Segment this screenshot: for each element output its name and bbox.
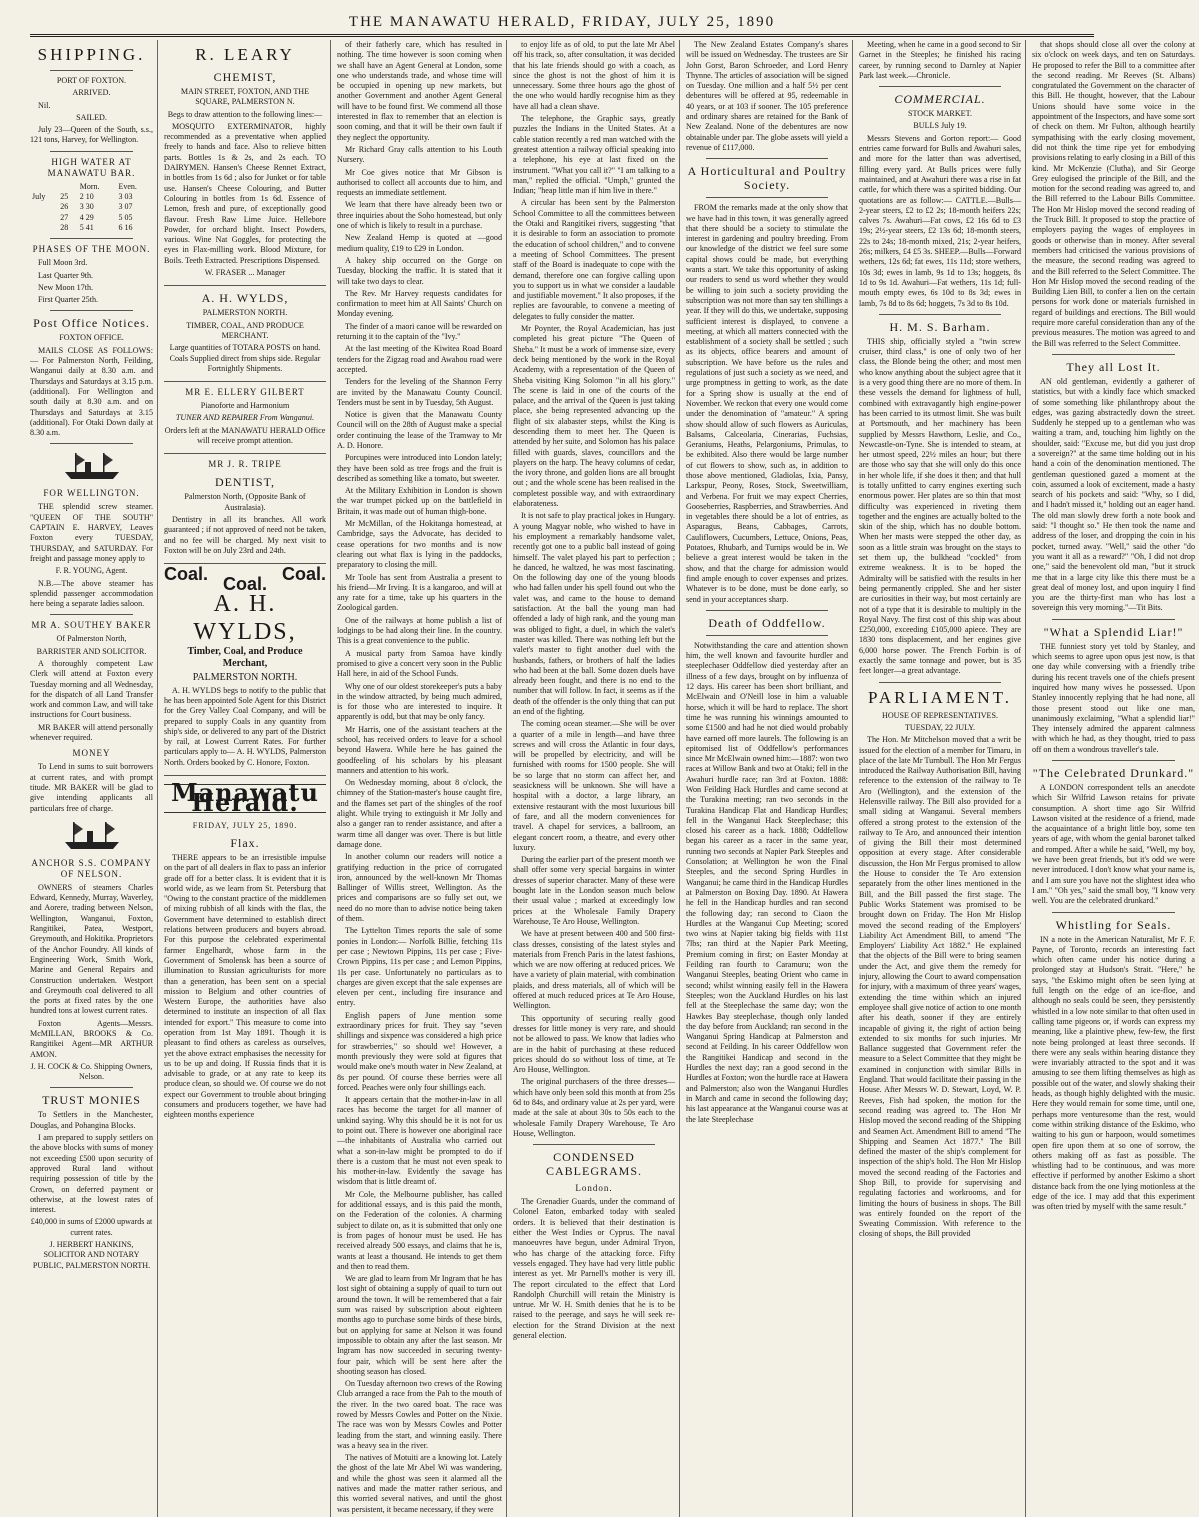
wylds-sub: TIMBER, COAL, AND PRODUCE MERCHANT. [186,320,304,340]
herald-date: FRIDAY, JULY 25, 1890. [192,820,298,830]
divider [879,682,1001,683]
cable-text: The Grenadier Guards, under the command of Colonel Eaton, embarked today with sealed orders. It is believed that their destination is either the West Indies or Cyprus. The naval manoeuvres have begun, under Admiral Tryon, who has charge of the attacking force. Fifty vessels engaged. They have had very little public interest as yet. Mr Parnell's mother is very ill. The report circulated to the effect that Lord Randolph Churchill will retain the Ministry is untrue. Mr W. H. Smith denies that he is to be raised to the peerage, and says he will seek re-election for the Strand Division at the next general election. [513,1197,675,1341]
news-item: The Rev. Mr Harvey requests candidates for confirmation to meet him at All Saints' Church on Monday evening. [337,288,502,319]
hankins: J. HERBERT HANKINS, SOLICITOR AND NOTARY PUBLIC, PALMERSTON NORTH. [32,1240,151,1270]
tripe-text: Dentistry in all its branches. All work guaranteed ; if not approved of need not be taken, and no fee will be charged. My next visit to Foxton will be on July 23rd and 24th. [164,514,326,555]
tripe-ad [164,459,326,564]
moon-line: Full Moon 3rd. [38,258,88,268]
trust-sub: To Settlers in the Manchester, Douglas, and Pohangina Blocks. [30,1110,153,1130]
news-item: During the earlier part of the present month we shall offer some very special bargains in winter dresses of superior character. Many of these were bought late in the London season much below their usual value ; marked at exceedingly low prices at the Wholesale Family Drapery Warehouse, Te Aro House, Wellington. [513,855,675,926]
column-5 [686,40,853,1517]
divider [50,70,133,71]
tide-cell: 27 [60,212,69,222]
news-item: The Lyttelton Times reports the sale of some ponies in London:— Norfolk Billie, fetching 11s per case ; Newtown Pippins, 11s per case ; Five-Crown Pippins, 11s per case ; and Lemon Pippins, 1ls per case. Unfortunately no particulars as to charges are given except that the sale expenses are eleven per cent., including fire insurance and entry. [337,926,502,1008]
flax-text: THERE appears to be an irresistible impulse on the part of all dealers in flax to pass an inferior grade off for a better class. It is evident that it is world wide, as we learn from St. Petersburg that "Owing to the constant practice of the middlemen of mixing rubbish of all kinds with the flax, the Government have determined to establish direct relations between producers and buyers abroad. For this purpose the celebrated experimental farmer Engelhardt, whose farm in the Government of Smolensk has been a source of illumination to Russian agriculturists for more than a generation, has been sent on a special mission to Belgium and other countries of Western Europe, the authorities have also determined to institute an inspection of all flax intended for export." This measure to come into operation from 1st May 1891. Though it is pleasant to find others as careless as ourselves, yet the above extract emphasises the necessity for us to be up and doing. If Russia finds that it is advisable to grade, or at any rate to keep its produce clean, so should we. Of course we do not expect our Government to trouble about bringing consumers and producers together, we have had eighteen months experience [164,852,326,1120]
moon-line: New Moon 17th. [38,282,94,292]
tide-row [30,192,153,202]
news-item: It is not safe to play practical jokes in Hungary. A young Magyar noble, who wished to have in his employment a remarkably handsome valet, recently got one to a public ball instead of going himself. The valet played his part to perfection ; he danced, he waltzed, he was most fascinating. On the following day one of the young bloods who had fallen under his spell found out who the valet was, and came to the house to demand satisfaction. At the ball the young man had offended a lady of high rank, and the young man was obliged to fight, a duel, in which the valet's master was killed. There was nothing left but the valet's master to fight another duel with the husbands, fathers, or brothers of half the ladies who had been at the ball. Some dozen duels have already been fought, and there is no end to the number that will follow. In fact, it seems as if the death of the offender is the only thing that can put an end of the fighting. [513,511,675,716]
arrived-text: Nil. [38,100,51,110]
news-item: The finder of a maori canoe will be rewarded on returning it to the captain of the "Ivy." [337,321,502,342]
masthead-title: THE MANAWATU HERALD, FRIDAY, JULY 25, 1890 [348,13,776,30]
tide-cell: 4 29 [79,212,94,222]
news-item: Meeting, when he came in a good second to Sir Garnet in the Steeples; he finished his racing career, by running second to Darnley at Napier Park last week.—Chronicle. [859,40,1021,80]
divider [1052,760,1175,761]
tide-header-row [30,182,153,192]
columns [30,40,1195,1514]
tide-cell [30,213,58,223]
tide-table [30,182,153,233]
hort-heading: A Horticultural and Poultry Society. [687,164,847,193]
seal-text: IN a note in the American Naturalist, Mr F. F. Payne, of Toronto, records an interesting fact which often came under his notice during a prolonged stay at Hudson's Strait. "Here," he says, "the Eskimo might often be seen lying at full length on the edge of an ice-floe, and although no seals could be seen, they persistently whistled in a low note similar to that often used in calling tame pigeons or, if words can express my meaning, like a plaintive phew, few-few, the first note being prolonged at least three seconds. If there were any seals within hearing distance they were invariably attracted to the spot and it was amusing to see them lifting themselves as high as possible out of the water, and slowly shaking their heads, as though highly delighted with the music. Here they would remain for some time, until one, perhaps more venturesome than the rest, would come within striking distance of the Eskimo, who waiting to his gun or harpoon, would sometimes open fire upon them at so one of sorrow, the others making off as fast as possible. The whistling had to be continuous, and was more effective if performed by another Eskimo a short distance back from the one lying motionless at the edge of the ice. I may add that this experiment was often tried by myself with the same result." [1032,934,1195,1212]
divider [50,614,133,615]
trust-text: I am prepared to supply settlers on the above blocks with sums of money not exceeding £500 upon security of approved Rural land without requiring possession of title by the Crown, on deferred payment or otherwise, at the lowest rates of interest. [30,1133,153,1215]
masthead [30,10,1094,37]
tide-cell: 2 10 [79,192,94,202]
wylds-lines: Large quantities of TOTARA POSTS on hand. Coals Supplied direct from ships side. Regular Fortnightly Shipments. [169,343,321,373]
tripe-addr: Palmerston North, (Opposite Bank of Australasia). [184,492,306,512]
shipping-heading: SHIPPING. [37,45,146,64]
money-text: To Lend in sums to suit borrowers at current rates, and with prompt titude. MR BAKER will be glad to give intending applicants all particulars free of charge. [30,762,153,813]
tide-cell: July [32,192,46,202]
gilbert-text: Orders left at the MANAWATU HERALD Office will receive prompt attention. [164,425,326,446]
moon-line: Last Quarter 9th. [38,270,94,280]
tide-col [30,182,58,192]
tide-cell: 3 07 [118,202,133,212]
baker-heading: MR A. SOUTHEY BAKER [31,620,152,631]
baker-text: A thoroughly competent Law Clerk will attend at Foxton every Tuesday morning and all Wednesday, for the dispatch of all Land Transfer work and common Law, and will take instructions for Court business. [30,658,153,720]
divider [1052,354,1175,355]
anchor-sign: J. H. COCK & Co. Shipping Owners, Nelson. [30,1061,153,1082]
baker-title: BARRISTER AND SOLICITOR. [36,646,147,656]
commercial-sub: STOCK MARKET. [907,109,972,119]
parliament-heading: PARLIAMENT. [868,687,1012,707]
tide-cell: 6 16 [118,222,133,232]
divider [706,158,828,159]
lost-text: AN old gentleman, evidently a gatherer of statistics, but with a kindly face which smacked of some something like philanthropy about the edges, was gazing abstractedly down the street. Suddenly he stepped up to a gentleman who was waiting a tram, and, touching him lightly on the shoulder, said: "Excuse me, but did you just drop a sovereign?" at the same time holding out in his hand a coin of the denomination mentioned. The gentleman questioned gazed a moment at the coin, assumed a look of excitement, made a hasty search of his pockets and said: "Why, so I did, and I hadn't missed it," holding out an eager hand. The old man slowly drew forth a note book and said: "I thought so." He then took the name and address of the loser, and dropping the coin in his pocket, turned away. "Well," said the other "do you want it all as a reward?" "Oh, I did not drop one," said the benevolent old man, "but it struck me that in a large city like this there must be a great deal of money lost, and upon inquiry I find you are the thirty-first man who has lost a sovereign this very morning."—Tit Bits. [1032,376,1195,613]
news-item: On Tuesday afternoon two crews of the Rowing Club arranged a race from the Pah to the mouth of the river. In the two oared boat. The race was rowed by Messrs Cowles and Potter on the Nixie. The race was won by Messrs Cowles and Potter leading from the start, and winning easily. There was a heavy sea in the river. [337,1379,502,1450]
wylds2-heading: A. H. WYLDS, [193,590,297,645]
moon-heading: PHASES OF THE MOON. [32,244,151,255]
news-item: The original purchasers of the three dresses—which have only been sold this month at from 25s 6d to 84s, and ordinary value at 2s per yard, were made at the sale at about 30s to 50s each to the wholesale Family Drapery Warehouse, Te Aro House, Wellington. [513,1077,675,1138]
gilbert-tuner: TUNER AND REPAIRER From Wanganui. [175,413,315,423]
tide-cell: 5 41 [79,222,94,232]
anchor-heading: ANCHOR S.S. COMPANY OF NELSON. [31,857,152,879]
wellington-heading: FOR WELLINGTON. [43,488,140,499]
tide-cell: 3 30 [79,202,94,212]
divider [50,443,133,444]
post-text: MAILS CLOSE AS FOLLOWS:— For Palmerston North, Feilding, Wanganui daily at 8.30 a.m. and Thursdays and Saturdays at 3.15 p.m. (additional). For Wellington and south daily at 8.30 a.m. and on Thursdays and Saturdays at 3.15 (additional). For Otaki Down daily at 8.30 a.m. [30,345,153,438]
news-item: Mr Richard Gray calls attention to his Louth Nursery. [337,144,502,165]
news-item: Mr McMillan, of the Hokitanga homestead, at Cambridge, says the Advocate, has decided to cease operations for two months and is now clearing out what flax is lying in the paddocks, preparatory to closing the mill. [337,519,502,570]
leary-sub: CHEMIST, [213,70,277,84]
barham-text: THIS ship, officially styled a "twin screw cruiser, third class," is one of only two of her class, the Blonde being the other; and most men who know anything about the subject agree that it is a very good thing there are no more of them. In these vessels the demand for lightness of hull, combined with extravagantly high engine-power has been carried to its utmost limit. She was built at Portsmouth, and her machinery has been supplied by Messrs Hawthorn, Leslie, and Co., Newcastle-on-Tyne. She is intended to steam, at her utmost speed, 22½ miles an hour; but there are those who say that she will only do this once in her whole life, if she does it then; and that hull is totally unfitted to carry engines exerting such enormous power. Her plates are so thin that most difficulty was experienced in riveting them together and the engines are actually bolted to the skin of the ship, which has no double bottom. When her masts were stepped the other day, as soon as a little strain was brought on the stays to set them up, the bulkhead "cockled" from extreme weakness. It is to be hoped the Admiralty will be satisfied with the results in her being permanently crippled. She and her sister are curiosities in their way, but most certainly are not of a type that it is desirable to multiply in the Royal Navy. The first cost of this ship was about £250,000, exceeding £105,000 apiece. They are 1830 tons displacement, and her engines give 6,000 horse power. The French Forbin is of exactly the same tonnage and power, but is 35 feet longer—a great advantage. [859,336,1021,676]
news-item: The telephone, the Graphic says, greatly puzzles the Indians in the United States. At a cable station recently a red man watched with the greatest attention a railway official speaking into a telephone, his eye at last fixed on the instrument. "What you call it?" "I am talking to a man," replied the official. "Umph," grunted the Indian; "heap little man if him live in there." [513,114,675,196]
news-item: Mr Coe gives notice that Mr Gibson is authorised to collect all accounts due to him, and requests an immediate settlement. [337,167,502,198]
column-3 [337,40,507,1517]
news-item: Why one of our oldest storekeeper's puts a baby in the window attracted, by being much admired, is for those who are interested to inquire. It apparently is odd, but that may be only fancy. [337,681,502,722]
divider [50,1087,133,1088]
moon-line: First Quarter 25th. [38,295,99,305]
trust-heading: TRUST MONIES [42,1093,141,1108]
news-item: It appears certain that the mother-in-law in all races has become the target for all manner of unkind saying. Why this should be it is not for us to point out. There is however one aboriginal race—the inhabitants of Australia who carried out what a son-in-law might be prompted to do if there is a custom that he must not even speak to his mother-in-law. Evidently the savage has wisdom that is little dreamt of. [337,1095,502,1187]
divider [706,197,828,198]
tide-cell: 5 05 [118,212,133,222]
steamer-ship-icon [61,450,123,482]
news-item: Mr Toole has sent from Australia a present to his friend—Mr Irving. It is a kangaroo, and will at any rate for a time, take up his quarters in the Zoological garden. [337,572,502,613]
odd-heading: Death of Oddfellow. [708,615,826,630]
parliament-continued: that shops should close all over the colony at six o'clock on week days, and ten on Saturdays. He proposed to refer the Bill to a committee after the second reading. Mr Reeves (St. Albans) congratulated the Government on the character of this Bill. He thought, however, that the Labour Unions should have some voice in the appointment of the Inspectors, and have some sort of check on them. Mr Fulton, although heartily sympathising with the early closing movement, did not think the time ripe yet for embodying provisions relating to early closing in a Bill of this kind. Mr McKenzie (Clutha), and Sir George Grey eulogised the principle of the Bill, and the motion for the second reading was agreed to, and the Bill referred to the Labour Bills Committee. The Hon Mr Hislop moved the second reading of the Truck Bill. It proposed to stop the practice of employers paying the wages of employees in goods or otherwise than in money. After several members had criticised the various provisions of the measure, the second reading was agreed to and the Bill referred to the Select Committee. The Hon Mr Hislop moved the second reading of the Building Lien Bill, to confer a lien on the certain persons for work done or materials furnished in regard of buildings and erections. The Bill would require more careful consideration than any of the previous measures. The motion was agreed to and the Bill was referred to the Select Committee. [1032,40,1195,348]
column-2 [164,40,331,1517]
news-item: At the last meeting of the Kiwitea Road Board tenders for the Zigzag road and Awahou road were accepted. [337,344,502,374]
news-item: Mr Cole, the Melbourne publisher, has called for additional essays, and is this paid the month, on the Federation of the colonies. A charming subject to dilate on, as it is submitted that only one is from pages of honour must be used. He has received already 500 essays, and claims that he is, wants at least a thousand. He intends to get them and then to read them. [337,1189,502,1271]
leary-text: MOSQUITO EXTERMINATOR, highly recommended as a preventative when applied freely to hands and face. Also to relieve bitten parts. Bottles 1s & 2s, and 2s each. TO DAIRYMEN. Hansen's Cheese Rennet Extract, in bottles from 1s 6d ; also for Junket or for table use. Hansen's Cheese Colouring, and Butter Colouring in bottles from 1s 6d. Essence of Lemon, fresh and pure, of exceptionally good flavour. Fresh Raw Lime Juice. Hellebore Powder, for orchard blight. Insect Powders, various. Wine Nat Goggles, for protecting the eyes in Flax-milling work. Blood Mixture, for Boils. Teeth Extracted. Prescriptions Dispensed. [164,121,326,265]
news-item: We have at present between 400 and 500 first-class dresses, consisting of the latest styles and materials from French Paris in the latest fashions, which we are now offering at reduced prices. We have a variety of plain material, with combination plaids, and dress materials, all of which will be offered at much reduced prices at Te Aro House, Wellington. [513,929,675,1011]
money-heading: MONEY [72,748,111,759]
flax-heading: Flax. [230,835,260,850]
wylds2-text: A. H. WYLDS begs to notify to the public that he has been appointed Sole Agent for this District for the Grey Valley Coal Company, and will be prepared to supply Coals in any quantity from ship's side, or delivered to any part of the District by rail, at Lowest Current Rates. For further particulars apply to— A. H. WYLDS, Palmerston North. Orders booked by C. Honore, Foxton. [164,685,326,767]
wylds2-sub: Timber, Coal, and Produce Merchant, [187,645,303,669]
divider [50,151,133,152]
tide-cell: 25 [60,192,69,202]
odd-text: Notwithstanding the care and attention shown him, the well known and favourite hurdler and steeplechaser Oddfellow died yesterday after an illness of a few days, brought on by influenza of 12 days. His career has been short brilliant, and McElwain and O'Neill lose in him a valuable horse, which it will be hard to replace. The short time he was running his winnings amounted to some £1500 and had he not died would probably have earned off more laurels. The following is an epitomised list of Oddfellow's performances since Mr McElwain owned him:—1887: won two races at Willow Bank and two at Otaki; fell in the Awahuri hurdle race; ran 3rd at Foxton. 1888: Won Feilding Hack Hurdles and came second at the Turakina meeting; ran two seconds in the Turakina Handicap Flat and Handicap Hurdles; fell in the Wanganui Hack Steeplechase; this closed his career as a hack. 1888; Oddfellow began his career as a racer in the same year, running two seconds at Napier Park Steeples and Consolation; at Wellington he won the Final Steeples, and the second Spring Hurdles in Wanganui; he came third in the Handicap Hurdles at Palmerston on Boxing Day. 1890. At Hawera he fell in the Handicap hurdles and ran second the following day; ran second to Ciaon the Hurdles at the Wanganui Cup Meeting; scored two wins at Napier taking big fields with 11st 7lbs; ran third at the Napier Park Meeting, Premium coming in first; on Easter Monday at Feilding ran fourth to Caramuru; won the Wanganui Steeples, beating Orient who came in second; whilst winning easily fell in the Hawera Steeples; won the Auckland Hurdles on his last fell at the Steeplechase the same day; won the Hawkes Bay steeplechase, though only landed the day before from Auckland; ran second in the Wanganui Spring Handicap at Palmerston and second at Feilding. In his career Oddfellow won the Rangitikei Handicap and second in the Hurdles the next day; ran a good second in the Hurdles at Foxton; won the hurdle race at Hawera and Palmerston; also won the Wanganui Hurdles in March and came in second the following day; his last appearance at the Wanganui course was at the late Steeplechase [686,640,848,1124]
column-7 [1032,40,1199,1517]
news-item: The natives of Motuiti are a knowing lot. Lately the ghost of the late Mr Abel Wi was wandering, and while the ghost was seen it alarmed all the natives and made the matter rather serious, and this worried several natives, and until the ghost was persistent, it became necessary, if they were [337,1453,502,1514]
news-item: We are glad to learn from Mr Ingram that he has lost sight of obtaining a supply of quail to turn out around the town. It will be remembered that a fair sum was raised by subscription about eighteen months ago to purchase some birds of these birds, but on applying for same at Nelson it was found impossible to obtain any after the last season. Mr Ingram has now succeeded in securing twenty-four pair, which will be sent here after the shooting season has closed. [337,1274,502,1376]
divider [50,310,133,311]
news-item: A hakey ship occurred on the Gorge on Tuesday, blocking the traffic. It is stated that it will take two days to clear. [337,255,502,286]
gilbert-sub: Pianoforte and Harmonium [200,401,290,411]
divider [50,238,133,239]
tide-heading: HIGH WATER AT MANAWATU BAR. [47,156,136,178]
sailed-text: July 23—Queen of the South, s.s., 121 tons, Harvey, for Wellington. [30,125,153,145]
trust-amount: £40,000 in sums of £2000 upwards at current rates. [30,1217,153,1237]
seal-heading: Whistling for Seals. [1055,917,1172,932]
news-item: Mr Harris, one of the assistant teachers at the school, has received orders to leave for a school beyond Hawera. While here he has gained the goodfeeling of his scholars by his pleasant manners and attention to his work. [337,724,502,775]
commercial-text: Messrs Stevens and Gorton report:— Good entries came forward for Bulls and Awahuri sales, and more for the latter than was advertised, filling every yard. At Bulls prices were fully maintained, and at Awahuri there was a rise in fat cattle, for which there was a spirited bidding. Our quotations are as follow:— CATTLE.—Bulls—2-year steers, £2 to £2 2s; 18-month heifers 22s; calves 7s. Awahuri—Fat cows, £2 16s 6d to £3 19s; 2½-year steers, £2 13s 6d; 18-month steers, 22s to 24s; 18-month mixed, 21s; 2-year heifers, 26s; milkers, £4 £5 3s. SHEEP.—Bulls—Forward wethers, 12s 6d; fat ewes, 11s 11d; store wethers, 10s 3d; ewes in lamb, 9s 1d to 13s; hoggets, 8s 1d to 9s 1d. Awahuri—Fat wethers, 11s 1d; full-mouth empty ewes, 6s 10d to 8s 3d; ewes in lamb, 7s 8d to 8s 6d; hoggets, 7s 3d to 8s 10d. [859,133,1021,308]
news-item: Porcupines were introduced into London lately; they have been sold as tree frogs and the fruit is described as something like a tomato, but sweeter. [337,453,502,483]
news-item: We learn that there have already been two or three inquiries about the Soho homestead, but only one of which is likely to result in a purchase. [337,200,502,231]
divider [533,1144,655,1145]
wylds2-place: PALMERSTON NORTH. [192,671,298,683]
leary-ad [164,45,326,286]
wylds-place: PALMERSTON NORTH. [202,308,288,318]
tide-cell [30,202,58,212]
tide-cell: 3 03 [118,192,133,202]
tide-row [30,202,153,212]
news-item: A circular has been sent by the Palmerston School Committee to all the committees between the Otaki and Rangitikei rivers, suggesting "that it is desirable to form an association to promote the education of school children," and to convene a meeting of School Committees. The present staff of the Board is inadequate to cope with the demand, therefore one can forgive calling upon you to support us in what we consider a laudable and justifiable movement." It also proposes, if the replies are favourable, to convene a meeting of delegates to fully consider the matter. [513,198,675,321]
news-item: Notice is given that the Manawatu County Council will on the 28th of August make a special order continuing the lease of the Tramway to Mr A. D. Honore. [337,410,502,450]
tripe-heading: MR J. R. TRIPE [208,459,282,470]
tripe-sub: DENTIST, [214,475,276,490]
divider [706,610,828,611]
commercial-heading: COMMERCIAL. [894,92,986,107]
leary-heading: R. LEARY [195,45,295,64]
coal-right: Coal. [281,564,326,585]
liar-heading: "What a Splendid Liar!" [1043,624,1184,639]
divider [706,635,828,636]
hort-text: FROM the remarks made at the only show that we have had in this town, it was generally agreed that there should be a society to stimulate the interest in gardening and poultry breeding. From our knowledge of the district we feel sure some capital shows could be made, but everything wants a start. We take this opportunity of asking our readers to send us word whether they would be willing to join such a society providing the subscription was not more than say ten shillings a year. If they will do this, we undertake, supposing sufficient interest is displayed, to convene a meeting, at which all matters connected with the establishment of a society shall be settled ; such as its objects, office bearers and amount of subscription. We have before us the rules and regulations of just such a society as we need, and urge promptness in getting to work, as the date for a Spring show is usually at the end of November. We reckon that every one would come under the denomination of "amateur." A spring show should allow of such flowers as Auriculas, Balsams, Calceolaria, Cinerarias, Fuchsias, Geraniums, Heaths, Pelargoniums, Primulas, to be exhibited. Also there would be large number of cut flowers to show, such as, in addition to those above mentioned, Gladiolas, Ixia, Pansy, Larkspur, Peony, Roses, Stock, Sweetwilliam, and Verbena. For fruit we may expect Cherries, Gooseberries, Raspberries, and Strawberries. And in vegetables there should be a lot of entries, as Asparagus, Beans, Cabbages, Carrots, Cauliflowers, Cucumbers, Lettuce, Onions, Peas, Potatoes, Rhubarb, and Turnips would be in. We believe a great interest would be taken in the show, and that the charge for admission would find ample enough to cover expenses and prizes. Whatever is to be done, must be done early, so send in your acceptances sharp. [686,203,848,604]
column-1 [30,40,158,1517]
gilbert-heading: MR E. ELLERY GILBERT [185,387,305,398]
news-item: Tenders for the leveling of the Shannon Ferry are invited by the Manawatu County Council. Tenders must be sent in by Tuesday, 5th August. [337,377,502,407]
news-item: In another column our readers will notice a gratifying reduction in the price of corrugated iron, announced by the well-known Mr Thomas Ballinger of Willis street, Wellington. As the prices and comparisons are so fully set out, we need do no more than to advise notice being taken of them. [337,852,502,924]
commercial-date: BULLS July 19. [913,121,967,131]
news-item: to enjoy life as of old, to put the late Mr Abel off his track, so, after consultation, it was decided that his late friends should go with a coach, as since the ghost is not the ghost of him it is unnecessary. Some three hours ago the ghost of the one who would hardly recognise him as they have all had a clean shave. [513,40,675,111]
wellington-agent: F. R. YOUNG, Agent. [55,566,128,576]
tide-row [30,223,153,233]
sailed-label: SAILED. [76,112,107,122]
news-item: Mr Poynter, the Royal Academician, has just completed his great picture "The Queen of Sheba." It must be a work of immense size, every deck being mentioned by the work in the Royal Academy, with a representation of the Queen of Sheba visiting King Solomon "in all his glory." The scene is laid in one of the courts of the palace, and the arrival of the Queen is just taking place, she being represented advancing up the flight of six alabaster steps, whilst the King is descending them to meet her. The Queen is attended by her suite, and Solomon has his palace filled with guards, slaves, councillors and the players on the harp. The heavy columns of cedar, the ivory throne, and golden lions are all brought out ; and the whole scene has been realised in the completest possible way, and with extraordinary elaborateness. [513,324,675,509]
divider [1052,912,1175,913]
divider [1052,619,1175,620]
cable-sub: London. [575,1183,613,1194]
arrived-label: ARRIVED. [72,88,111,98]
column-6 [859,40,1026,1517]
liar-text: THE funniest story yet told by Stanley, and which seems to agree upon opus jest now, is that one day while conversing with a friendly tribe during his recent travels one of the chiefs present inquired how many wives he possessed. Upon Stanley innocently replying that he had none, all those present stood out like one man, unanimously exclaiming, "What a splendid liar!" They intensely admired the apparent calmness with which he had, as they thought, tried to pass off on them a wondrous traveller's tale. [1032,641,1195,754]
parliament-sub: HOUSE OF REPRESENTATIVES. [881,710,999,720]
drunk-text: A LONDON correspondent tells an anecdote which Sir Wilfrid Lawson retains for private consumption. A short time ago Sir Wilfrid Lawson visited at the residence of a friend, made the acquaintance of a bright little boy, some ten years of age, with whom the genial baronet talked and romped. After a while he said, "Well, my boy, we have been great friends, but it's odd we were never introduced. I don't know what your name is, and I am sure you have not the slightest idea who I am." "Oh yes," said the small boy, "I know very well. You are the celebrated drunkard." [1032,783,1195,906]
divider [879,86,1001,87]
anchor-steamer-icon [61,820,123,852]
news-item: On Wednesday morning, about 8 o'clock, the chimney of the Station-master's house caught fire, and the flames set part of the shingles of the roof alight. While trying to extinguish it Mr Jolly and also a ganger ran to render assistance, and after a warm time all danger was over. There is but little damage done. [337,778,502,849]
column-4 [513,40,680,1517]
baker-sub: Of Palmerston North, [56,634,127,644]
post-heading: Post Office Notices. [33,316,150,331]
news-item: This opportunity of securing really good dresses for little money is very rare, and should not be allowed to pass. We know that ladies who are in the habit of purchasing at these reduced prices should do so without loss of time, at Te Aro House, Wellington. [513,1013,675,1075]
coal-center: Coal. [222,574,267,595]
port-label: PORT OF FOXTON. [56,76,127,85]
news-item: The coming ocean steamer.—She will be over a quarter of a mile in length—and have three screws and will cross the Atlantic in four days, will be propelled by electricity, and will be furnished with rooms for 1500 people. She will be so large that no storm can affect her, and seasickness will be unknown. She will have a hospital with a doctor, a large library, an extensive restaurant with the most luxurious bill of fare, and all the modern conveniences for travel. A chapel for services, a ballroom, an elegant concert room, a theatre, and every other luxury. [513,719,675,852]
parliament-text: The Hon. Mr Mitchelson moved that a writ be issued for the election of a member for Timaru, in place of the late Mr Turnbull. The Hon Mr Fergus introduced the Railway Authorisation Bill, having reference to the extension of the railway to Te Aro (Wellington), and the extension of the Helensville railway. The Bill also provided for a small siding at Wanganui. Several members offered a strong protest to the extension of the railway to Te Aro, and announced their intention of giving the Bill their most determined opposition at every stage. After considerable discussion, the Hon Mr Fergus promised to allow the House to consider the Te Aro extension separately from the other lines mentioned in the Bill, and the Bill passed the first stage. The Public Works Statement was promised to be brought down on Friday. The Hon Mr Hislop moved the second reading of the Employers' Liability Act Amendment Bill, to amend "The Employers' Liability Act 1882." He explained that the objects of the Bill were to bring seamen under the Act, and give them the remedy for injury, allowing the Court to award compensation for injury, with a maximum of three years' wages, extending the time within which an injured employee shall give notice of action to one month after his death, sooner if they are entirely incapable of giving it, the right of action being extended to six months for such injuries. Mr Ballance suggested that Government refer the measure to a Select Committee that they might be examined in conjunction with similar Bills in England. That would facilitate their passing in the House. After Messrs W. D. Stewart, Loyd, W. P. Reeves, Fish had spoken, the motion for the second reading was agreed to. The Hon Mr Hislop moved the second reading of the Shipping and Seamen Act. Amendment Bill to amend "The Shipping and Seamen Act 1877." The Bill defined the master of the ship's complement for inspection of the ship's hold. The Hon Mr Hislop moved the second reading of the Factories and Shop Bill, to provide for supervising and regulating factories and workrooms, and for limiting the hours of business in shops. The Bill was entirely founded on the report of the Sweating Commission. With reference to the closing of shops, the Bill provided [859,735,1021,1239]
post-sub: FOXTON OFFICE. [59,333,124,343]
tide-cell: 28 [60,222,69,232]
gilbert-ad [164,387,326,454]
baker-attend: MR BAKER will attend personally whenever required. [30,722,153,743]
wellington-text: THE splendid screw steamer. "QUEEN OF THE SOUTH" CAPTAIN E. HARVEY, Leaves Foxton every TUESDAY, THURSDAY, and SATURDAY. For freight and passage money apply to [30,502,153,563]
barham-heading: H. M. S. Barham. [889,319,991,334]
anchor-agents: Foxton Agents—Messrs. McMILLAN, BROOKS & Co. Rangitikei Agent—MR ARTHUR AMON. [30,1018,153,1059]
wellington-nb: N.B.—The above steamer has splendid passenger accommodation here being a separate ladies saloon. [30,578,153,609]
article-text: of their fatherly care, which has resulted in nothing. The time however is soon coming when we shall have an Agent General at London, some one who understands trade, and whose time will be occupied in opening up new markets, but another Government and another Agent General will have to be found first. We commend all those interested in flax to remember that an election is soon coming, and that it will be their own fault if they neglect the opportunity. [337,40,502,142]
parliament-date: TUESDAY, 22 JULY. [904,722,976,732]
news-item: A musical party from Samoa have kindly promised to give a concert very soon in the Public Hall here, in aid of the School Funds. [337,648,502,679]
anchor-text: OWNERS of steamers Charles Edward, Kennedy, Murray, Waverley, and Aorere, trading between Nelson, Wellington, Wanganui, Foxton, Rangitikei, Patea, Westport, Greymouth, and Hokitika. Proprietors of the Anchor Foundry. All kinds of Engineering Work, Smith Work, Marine and General Repairs and Construction undertaken. Westport and Greymouth coal delivered to all the ports at fixed rates by the one hundred tons at lowest current rates. [30,882,153,1016]
wylds-ad [164,291,326,382]
lost-heading: They all Lost It. [1066,359,1161,374]
herald-title: Manawatu Herald. [164,784,326,813]
news-item: The New Zealand Estates Company's shares will be issued on Wednesday. The trustees are Sir John Gorst, Baron Schroeder, and Lord Henry Thynne. The articles of association will be signed on Tuesday. One million and a half 5½ per cent debentures will be offered at 95, redeemable in 40 years, or at 103 if sooner. The 105 preference and ordinary shares are retained for the Bank of New Zealand. None of the debentures are now obtainable under par. The globe assets will yield a revenue of £117,000. [686,40,848,152]
tide-cell: 26 [60,202,69,212]
tide-col: Even. [118,181,137,191]
news-item: One of the railways at home publish a list of lodgings to be had along their line. In the country. This is a great convenience to the public. [337,615,502,646]
divider [879,314,1001,315]
leary-manager: W. FRASER ... Manager [204,268,286,278]
wylds-heading: A. H. WYLDS, [201,291,289,306]
tide-col: Morn. [79,181,100,191]
coal-ad [164,564,326,776]
tide-row [30,213,153,223]
leary-lines: Begs to draw attention to the following lines:— [167,109,323,119]
drunk-heading: "The Celebrated Drunkard." [1032,766,1195,780]
news-item: At the Military Exhibition in London is shown the war trumpet picked up on the battlefield in Britain, it was made out of human thigh-bone. [337,486,502,516]
news-item: English papers of June mention some extraordinary prices for fruit. They say "seven shillings and sixpence was considered a high price for strawberries," so should we! However, a month previously they were sold at figures that would make one's mouth water in New Zealand, at 8s per pound. Of course these berries were all forced. Peaches were only four shillings each. [337,1010,502,1092]
tide-col [58,182,78,192]
cable-heading: CONDENSED CABLEGRAMS. [545,1150,642,1179]
leary-addr: MAIN STREET, FOXTON, AND THE SQUARE, PALMERSTON N. [180,87,310,107]
news-item: New Zealand Hemp is quoted at —good medium quality, £19 to £29 in London. [337,233,502,253]
coal-left: Coal. [164,564,209,585]
tide-cell [30,223,58,233]
